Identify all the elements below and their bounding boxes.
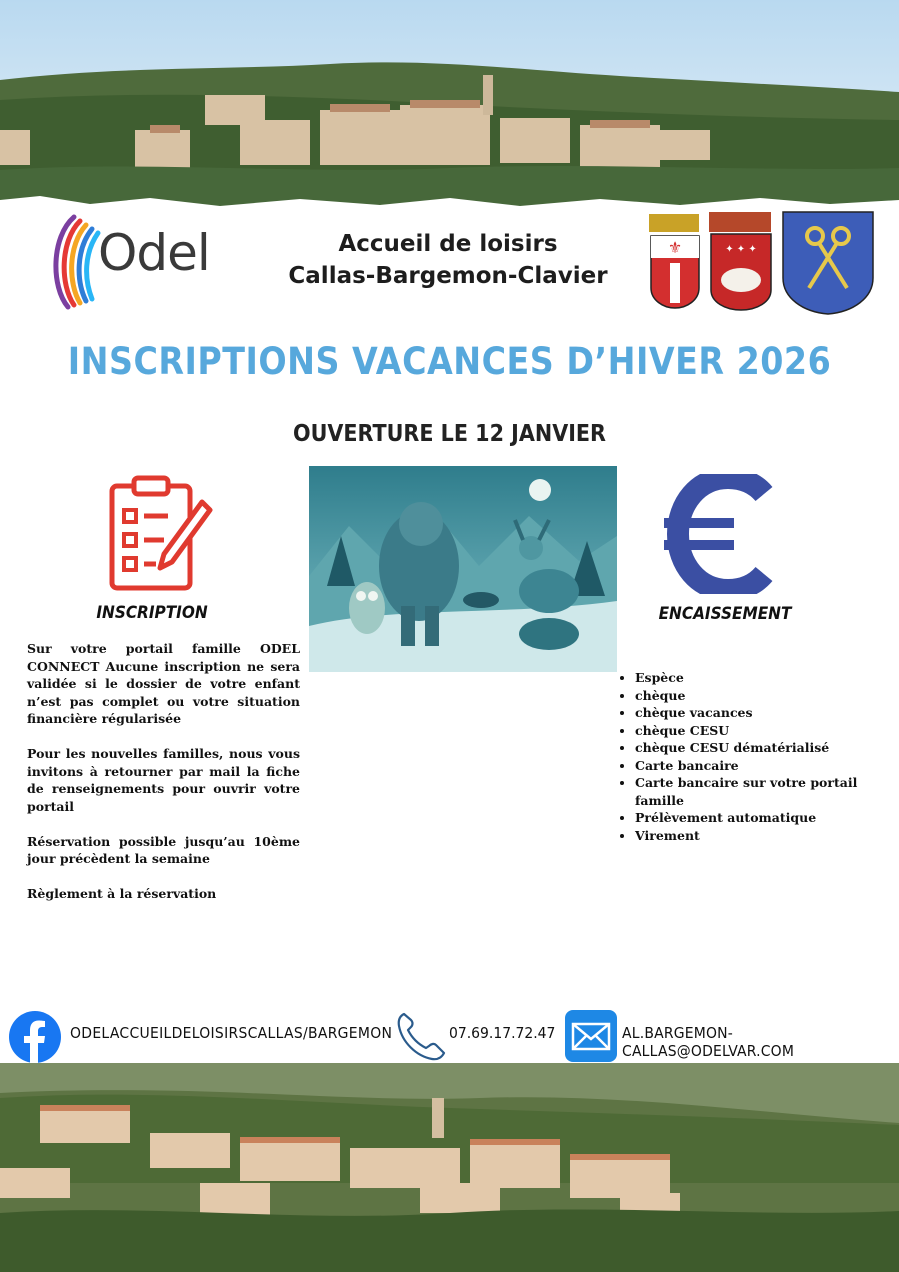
payment-methods-list [620,669,899,844]
payment-method-item: • chèque CESU [635,722,899,740]
inscription-paragraph: Règlement à la réservation [27,886,217,901]
town-crests [641,208,879,316]
clavier-crest [783,212,873,314]
odel-logo-text: Odel [98,224,210,282]
payment-method-item: • chèque [635,687,899,705]
main-title: INSCRIPTIONS VACANCES D’HIVER 2026 [67,340,832,383]
inscription-text [27,640,300,903]
inscription-heading: INSCRIPTION [96,603,208,623]
phone-number[interactable]: 07.69.17.72.47 [449,1024,556,1042]
village-photo-top [0,0,899,215]
payment-method-item: • Carte bancaire sur votre portail famille [635,774,899,809]
facebook-page-link[interactable]: ODELACCUEILDELOISIRSCALLAS/BARGEMON [70,1024,393,1042]
clipboard-checklist-icon [104,474,216,594]
payment-method-item: • Espèce [635,669,899,687]
village-photo-bottom [0,1063,899,1272]
payment-method-item: • Prélèvement automatique [635,809,899,827]
euro-icon [664,474,780,594]
winter-creatures-illustration [309,466,617,672]
facebook-icon[interactable] [9,1011,61,1063]
payment-method-item: • Virement [635,827,899,845]
svg-text:✦ ✦ ✦: ✦ ✦ ✦ [725,244,757,255]
svg-text:⚜: ⚜ [667,238,683,257]
opening-date: OUVERTURE LE 12 JANVIER [293,421,606,447]
bargemon-crest [709,212,771,310]
center-name-line1: Accueil de loisirs [338,231,558,257]
center-name-line2: Callas-Bargemon-Clavier [288,263,608,289]
inscription-paragraph: Réservation possible jusqu’au 10ème jour précèdent la semaine [27,833,300,866]
center-name [258,228,638,292]
mail-icon[interactable] [565,1010,617,1062]
payment-method-item: • chèque vacances [635,704,899,722]
inscription-paragraph: Sur votre portail famille ODEL CONNECT Aucune inscription ne sera validée si le dossier de votre enfant n’est pas complet ou votre situation financière régularisée [27,641,300,726]
encaissement-heading: ENCAISSEMENT [658,604,792,624]
callas-crest [649,214,699,308]
payment-method-item: • chèque CESU dématérialisé [635,739,899,757]
email-address[interactable]: AL.BARGEMON-CALLAS@ODELVAR.COM [622,1024,795,1060]
payment-method-item: • Carte bancaire [635,757,899,775]
phone-icon[interactable] [394,1010,448,1062]
inscription-paragraph: Pour les nouvelles familles, nous vous invitons à retourner par mail la fiche de renseignements pour ouvrir votre portail [27,746,300,814]
